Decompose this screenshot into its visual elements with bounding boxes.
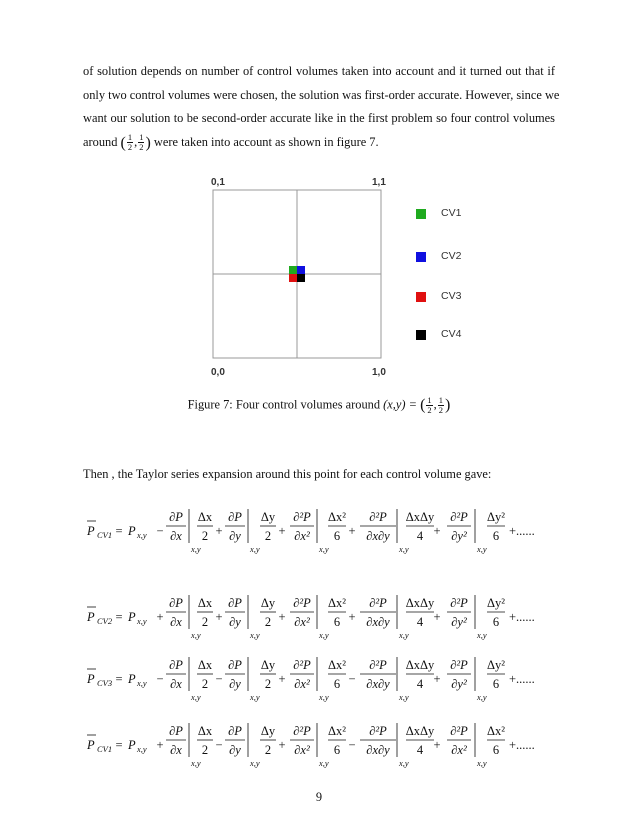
pxy-subscript: x,y: [137, 678, 147, 688]
domain-grid: [205, 172, 465, 382]
equals-sign: =: [115, 738, 123, 752]
pxy-subscript: x,y: [137, 744, 147, 754]
fraction-numerator: ∂²P: [293, 724, 311, 738]
corner-label-bottom-left: 0,0: [211, 367, 225, 378]
evaluation-subscript: x,y: [399, 692, 409, 702]
fraction-numerator: Δx²: [327, 596, 347, 610]
fraction-denominator: 2: [264, 529, 272, 543]
evaluation-subscript: x,y: [319, 630, 329, 640]
evaluation-subscript: x,y: [477, 630, 487, 640]
fraction-denominator: ∂x∂y: [366, 743, 390, 757]
frac-num: 1: [127, 132, 133, 143]
operator: +: [433, 610, 441, 624]
operator: +: [156, 610, 164, 624]
operator: +: [348, 524, 356, 538]
operator: −: [156, 524, 164, 538]
pxy-subscript: x,y: [137, 530, 147, 540]
series-tail: +......: [509, 610, 535, 624]
lhs-symbol: P: [87, 672, 95, 686]
fraction-denominator: 2: [264, 615, 272, 629]
legend-swatch-cv1: [416, 209, 426, 219]
fraction-denominator: ∂x: [170, 677, 182, 691]
fraction-numerator: ∂²P: [450, 724, 468, 738]
evaluation-subscript: x,y: [399, 630, 409, 640]
figure-caption: Figure 7: Four control volumes around (x,y) = ( $\frac{1}{2}$ , $\frac{1}{2}$ ): [187, 395, 451, 415]
fraction-denominator: ∂x²: [294, 743, 310, 757]
fraction-denominator: 6: [492, 615, 500, 629]
paren-open: (: [120, 133, 126, 151]
lhs-subscript: CV1: [97, 530, 113, 540]
lhs-subscript: CV2: [97, 616, 113, 626]
pxy-symbol: P: [128, 610, 136, 624]
frac-num: 1: [139, 132, 144, 143]
fraction-denominator: ∂y: [229, 677, 241, 691]
fraction-denominator: ∂x²: [294, 615, 310, 629]
fraction-numerator: Δy²: [486, 596, 506, 610]
series-tail: +......: [509, 524, 535, 538]
paragraph-line-3: want our solution to be second-order accurate like in the first problem so four control volumes: [83, 111, 555, 125]
equation-svg: [0, 655, 638, 705]
lhs-subscript: CV1: [97, 744, 113, 754]
fraction-denominator: 2: [201, 743, 209, 757]
fraction-numerator: Δy: [260, 724, 276, 738]
caption-text: Figure 7: Four control volumes around: [187, 397, 381, 412]
legend-swatch-cv3: [416, 292, 426, 302]
fraction-denominator: 6: [333, 615, 341, 629]
lhs-symbol: P: [87, 610, 95, 624]
taylor-equation: [0, 507, 638, 557]
frac-den: 2: [139, 142, 144, 153]
fraction-numerator: Δx: [197, 658, 213, 672]
fraction-denominator: ∂x²: [294, 529, 310, 543]
operator: +: [433, 524, 441, 538]
cv1-square: [289, 266, 297, 274]
operator: −: [348, 738, 356, 752]
frac-num: 1: [427, 395, 432, 405]
fraction-numerator: Δy: [260, 658, 276, 672]
fraction-half-y: [138, 133, 144, 152]
fraction-denominator: 6: [333, 677, 341, 691]
fraction-denominator: ∂y²: [451, 615, 467, 629]
fraction-numerator: ∂P: [228, 658, 242, 672]
legend-label-cv1: CV1: [441, 207, 462, 219]
operator: +: [278, 610, 286, 624]
fraction-numerator: Δx: [197, 724, 213, 738]
evaluation-subscript: x,y: [250, 692, 260, 702]
evaluation-subscript: x,y: [319, 758, 329, 768]
fraction-numerator: ∂P: [169, 510, 183, 524]
paragraph-line-4-start: around: [83, 134, 118, 149]
legend-swatch-cv2: [416, 252, 426, 262]
evaluation-subscript: x,y: [250, 630, 260, 640]
fraction-denominator: 6: [333, 743, 341, 757]
fraction-numerator: ∂P: [228, 510, 242, 524]
fraction-numerator: ∂P: [228, 596, 242, 610]
series-tail: +......: [509, 738, 535, 752]
corner-label-top-left: 0,1: [211, 177, 225, 188]
legend-label-cv3: CV3: [441, 290, 462, 302]
fraction-numerator: ∂²P: [293, 510, 311, 524]
fraction-numerator: ∂²P: [293, 658, 311, 672]
fraction-numerator: ∂²P: [450, 510, 468, 524]
lhs-subscript: CV3: [97, 678, 113, 688]
frac-den: 2: [438, 405, 444, 415]
evaluation-subscript: x,y: [191, 544, 201, 554]
operator: +: [156, 738, 164, 752]
caption-math: (x,y) =: [383, 397, 417, 412]
operator: +: [278, 738, 286, 752]
evaluation-subscript: x,y: [191, 692, 201, 702]
fraction-numerator: Δx²: [327, 510, 347, 524]
fraction-denominator: ∂y²: [451, 677, 467, 691]
fraction-denominator: ∂x²: [294, 677, 310, 691]
fraction-numerator: Δx: [197, 510, 213, 524]
pxy-symbol: P: [128, 524, 136, 538]
fraction-numerator: Δy: [260, 510, 276, 524]
evaluation-subscript: x,y: [477, 692, 487, 702]
evaluation-subscript: x,y: [399, 544, 409, 554]
fraction-numerator: ∂²P: [293, 596, 311, 610]
operator: −: [156, 672, 164, 686]
fraction-numerator: Δx²: [486, 724, 506, 738]
fraction-denominator: ∂x: [170, 743, 182, 757]
fraction-denominator: ∂x: [170, 615, 182, 629]
fraction-denominator: ∂x∂y: [366, 677, 390, 691]
fraction-numerator: ∂P: [169, 596, 183, 610]
operator: +: [433, 738, 441, 752]
fraction-numerator: Δx²: [327, 724, 347, 738]
fraction-denominator: ∂x: [170, 529, 182, 543]
fraction-denominator: 6: [333, 529, 341, 543]
lhs-symbol: P: [87, 738, 95, 752]
fraction-numerator: ∂²P: [369, 724, 387, 738]
fraction-numerator: ∂P: [169, 724, 183, 738]
body-paragraph: [83, 60, 560, 154]
fraction-denominator: 2: [201, 529, 209, 543]
fraction-numerator: ∂P: [228, 724, 242, 738]
fraction-denominator: ∂y: [229, 529, 241, 543]
legend-label-cv2: CV2: [441, 250, 462, 262]
fraction-numerator: Δy²: [486, 510, 506, 524]
equals-sign: =: [115, 610, 123, 624]
fraction-numerator: ∂²P: [369, 658, 387, 672]
cv4-square: [297, 274, 305, 282]
pxy-subscript: x,y: [137, 616, 147, 626]
equals-sign: =: [115, 672, 123, 686]
cv2-square: [297, 266, 305, 274]
operator: +: [348, 610, 356, 624]
evaluation-subscript: x,y: [319, 544, 329, 554]
legend-swatch-cv4: [416, 330, 426, 340]
taylor-equation: [0, 655, 638, 705]
fraction-denominator: 4: [416, 615, 424, 629]
paren-close: ): [145, 133, 151, 151]
fraction-denominator: 2: [264, 743, 272, 757]
cv3-square: [289, 274, 297, 282]
frac-den: 2: [127, 142, 133, 153]
equation-svg: [0, 721, 638, 771]
fraction-numerator: ∂²P: [369, 510, 387, 524]
fraction-denominator: 4: [416, 743, 424, 757]
fraction-denominator: 4: [416, 677, 424, 691]
evaluation-subscript: x,y: [319, 692, 329, 702]
operator: +: [278, 672, 286, 686]
corner-label-bottom-right: 1,0: [372, 367, 386, 378]
corner-label-top-right: 1,1: [372, 177, 386, 188]
evaluation-subscript: x,y: [191, 630, 201, 640]
operator: −: [348, 672, 356, 686]
fraction-numerator: ∂P: [169, 658, 183, 672]
operator: +: [433, 672, 441, 686]
frac-den: 2: [427, 405, 432, 415]
fraction-half-x: [426, 396, 432, 415]
paragraph-line-2: only two control volumes were chosen, the solution was first-order accurate. However, since we: [83, 87, 560, 102]
page-number: 9: [315, 790, 323, 804]
lhs-symbol: P: [87, 524, 95, 538]
fraction-numerator: ∂²P: [450, 596, 468, 610]
operator: +: [215, 610, 223, 624]
control-volume-figure: [205, 172, 465, 382]
evaluation-subscript: x,y: [191, 758, 201, 768]
paren-open: (: [420, 396, 426, 414]
evaluation-subscript: x,y: [250, 758, 260, 768]
fraction-numerator: ΔxΔy: [405, 510, 435, 524]
equation-svg: [0, 593, 638, 643]
fraction-denominator: ∂x∂y: [366, 529, 390, 543]
paren-close: ): [445, 396, 451, 414]
fraction-denominator: 6: [492, 529, 500, 543]
fraction-denominator: ∂y: [229, 743, 241, 757]
evaluation-subscript: x,y: [250, 544, 260, 554]
pxy-symbol: P: [128, 738, 136, 752]
paragraph-line-4-end: were taken into account as shown in figure 7.: [153, 134, 379, 149]
fraction-denominator: 2: [201, 677, 209, 691]
fraction-numerator: Δy²: [486, 658, 506, 672]
fraction-numerator: Δy: [260, 596, 276, 610]
fraction-denominator: ∂x∂y: [366, 615, 390, 629]
evaluation-subscript: x,y: [477, 544, 487, 554]
intro-sentence: Then , the Taylor series expansion around this point for each control volume gave:: [83, 467, 492, 481]
fraction-denominator: 4: [416, 529, 424, 543]
taylor-equation: [0, 593, 638, 643]
fraction-denominator: ∂y: [229, 615, 241, 629]
fraction-numerator: Δx: [197, 596, 213, 610]
frac-num: 1: [438, 395, 444, 405]
operator: +: [278, 524, 286, 538]
operator: −: [215, 738, 223, 752]
fraction-denominator: ∂y²: [451, 529, 467, 543]
fraction-numerator: ΔxΔy: [405, 724, 435, 738]
fraction-numerator: ∂²P: [450, 658, 468, 672]
pxy-symbol: P: [128, 672, 136, 686]
legend-label-cv4: CV4: [441, 328, 462, 340]
fraction-denominator: 2: [264, 677, 272, 691]
series-tail: +......: [509, 672, 535, 686]
equals-sign: =: [115, 524, 123, 538]
fraction-denominator: 6: [492, 743, 500, 757]
fraction-denominator: ∂x²: [451, 743, 467, 757]
fraction-numerator: ΔxΔy: [405, 658, 435, 672]
fraction-denominator: 2: [201, 615, 209, 629]
fraction-half-x: [127, 133, 133, 152]
fraction-numerator: Δx²: [327, 658, 347, 672]
evaluation-subscript: x,y: [477, 758, 487, 768]
equation-svg: [0, 507, 638, 557]
operator: −: [215, 672, 223, 686]
operator: +: [215, 524, 223, 538]
fraction-numerator: ΔxΔy: [405, 596, 435, 610]
paragraph-line-4: around ( $\frac{1}{2}$ , $\frac{1}{2}$ ) were taken into account as shown in figure 7.: [83, 132, 379, 153]
paragraph-line-1: of solution depends on number of control volumes taken into account and it turned out that if: [83, 64, 555, 78]
taylor-equation: [0, 721, 638, 771]
fraction-denominator: 6: [492, 677, 500, 691]
fraction-half-y: [438, 396, 444, 415]
evaluation-subscript: x,y: [399, 758, 409, 768]
fraction-numerator: ∂²P: [369, 596, 387, 610]
